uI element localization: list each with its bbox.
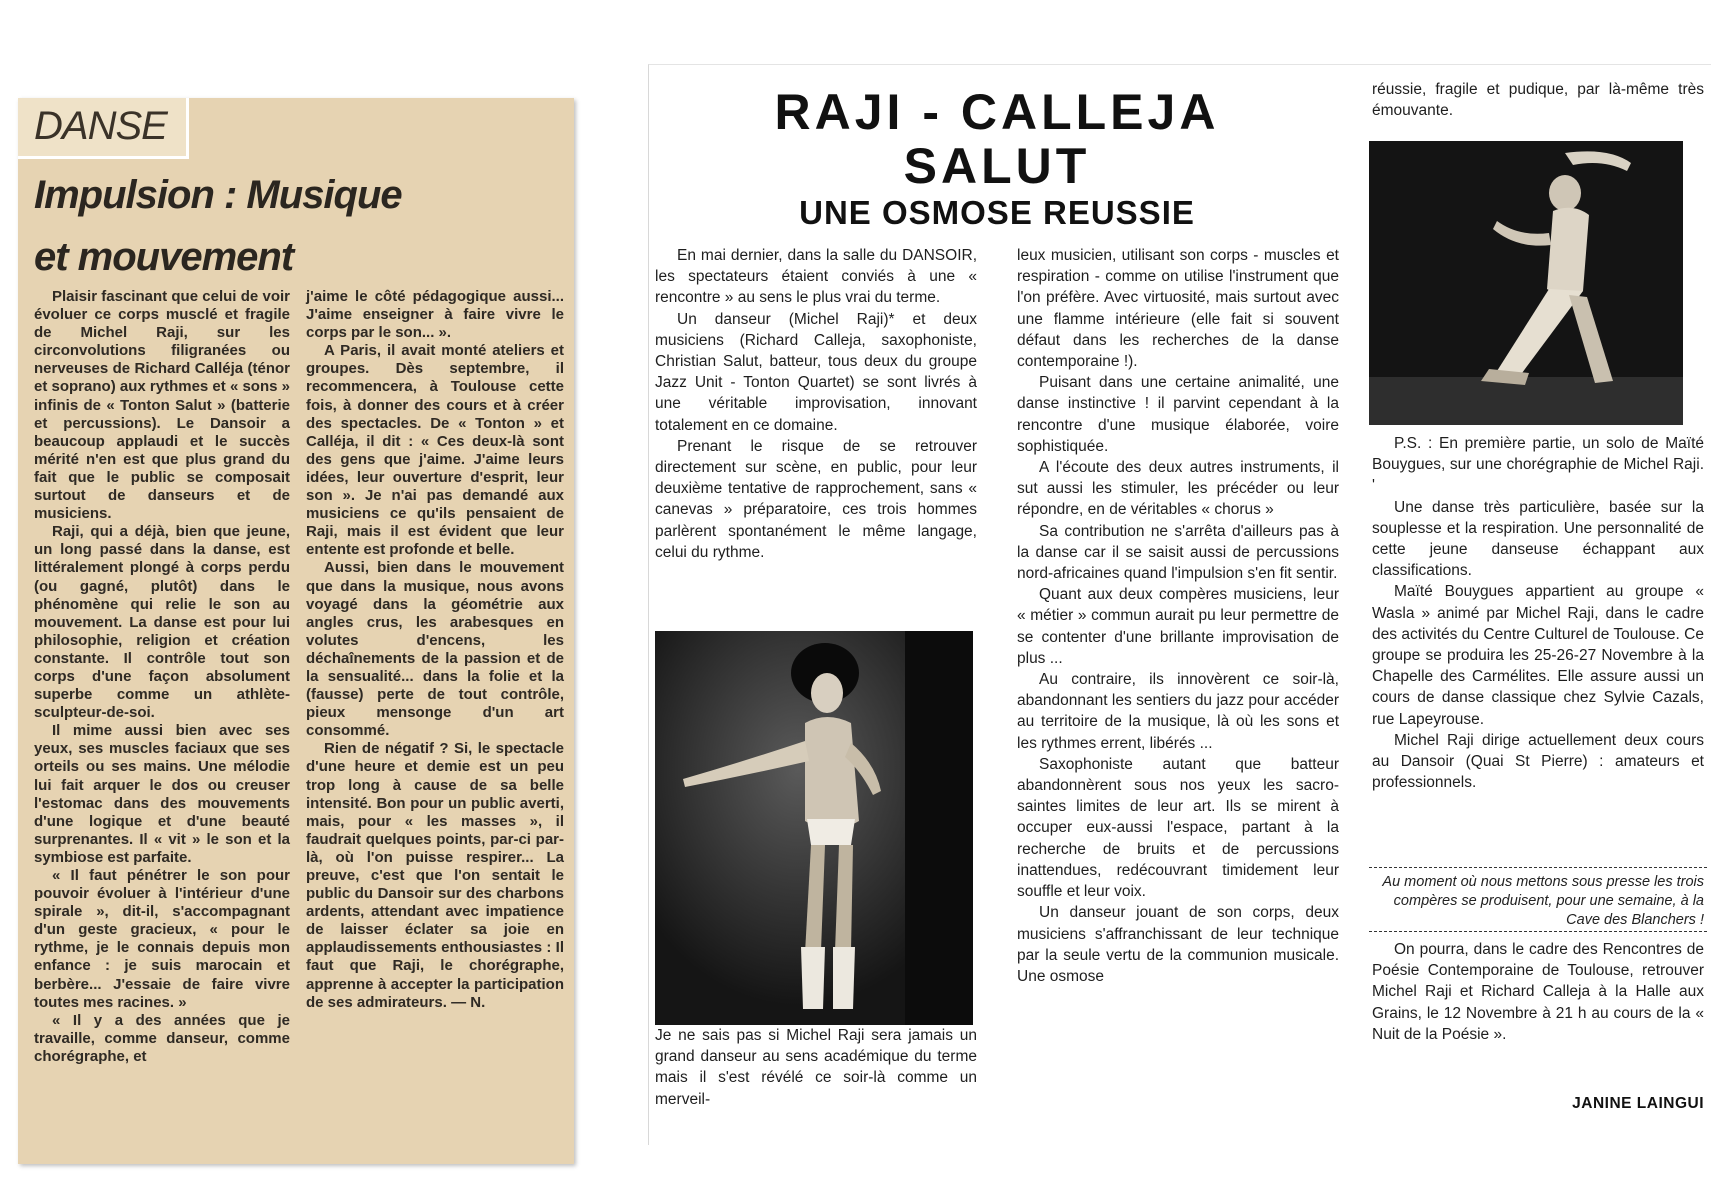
right-clipping [648, 64, 1711, 1145]
right-paragraph: Un danseur jouant de son corps, deux musiciens s'affranchissant de leur technique par la seule vertu de la communion musicale. Une osmose [1017, 904, 1339, 985]
right-paragraph: Saxophoniste autant que batteur abandonnèrent sous nos yeux les sacro-saintes limites de leur art. Ils se mirent à occuper eux-aussi l'espace, partant à la recherche de bruits et de percussions inattendues, redécouvrant timidement leur souffle et leur voix. [1017, 755, 1339, 901]
left-paragraph: Il mime aussi bien avec ses yeux, ses muscles faciaux que ses orteils ou ses mains. Une mélodie lui fait arquer le dos ou creuser l'estomac dans des mouvements d'une logique et d'une beauté surprenantes. Il « vit » le son et la symbiose est parfaite. [34, 722, 290, 866]
left-clipping [18, 98, 574, 1164]
right-paragraph: réussie, fragile et pudique, par là-même très émouvante. [1372, 81, 1704, 120]
dancer-silhouette [655, 631, 973, 1025]
rubric-label: DANSE [34, 104, 167, 148]
right-paragraph: En mai dernier, dans la salle du DANSOIR, les spectateurs étaient conviés à une « rencontre » au sens le plus vrai du terme. [655, 247, 977, 307]
right-paragraph: Puisant dans une certaine animalité, une danse instinctive ! il parvint cependant à la rencontre d'une musique élaborée, voire sophistiquée. [1017, 374, 1339, 455]
ps-block [1372, 433, 1704, 793]
right-paragraph: Prenant le risque de se retrouver directement sur scène, en public, pour leur deuxième tentative de rapprochement, sans « canevas » préparatoire, ces trois hommes parlèrent spontanément le même langage, celui du rythme. [655, 437, 977, 561]
ps-paragraph: Maïté Bouygues appartient au groupe « Wasla » animé par Michel Raji, dans le cadre des activités du Centre Culturel de Toulouse. Ce groupe se produira les 25-26-27 Novembre à la Chapelle des Carmélites. Elle assure aussi un cours de danse classique chez Sylvie Cazals, rue Lapeyrouse. [1372, 583, 1704, 728]
ps-note: P.S. : En première partie, un solo de Maïté Bouygues, sur une chorégraphie de Michel Raji. ' [1372, 435, 1704, 495]
left-paragraph: Raji, qui a déjà, bien que jeune, un long passé dans la danse, est littéralement plongé à corps perdu (ou gagné, plutôt) dans le phénomène qui relie le son au mouvement. La danse est pour lui philosophie, religion et création constante. Il contrôle tout son corps d'une façon absolument superbe comme un athlète-sculpteur-de-soi. [34, 523, 290, 722]
divider-rule [1369, 867, 1707, 868]
left-paragraph: A Paris, il avait monté ateliers et groupes. Dès septembre, il recommencera, à Toulouse cette fois, à donner des cours et à créer des spectacles. De « Tonton » et Calléja, il dit : « Ces deux-là sont des gens que j'aime. J'aime leurs idées, leur ouverture d'esprit, leur son ». Je n'ai pas demandé aux musiciens ce qu'ils pensaient de Raji, mais il est évident que leur entente est profonde et belle. [306, 342, 564, 559]
photo-caption: Je ne sais pas si Michel Raji sera jamais un grand danseur au sens académique du terme mais il s'est révélé ce soir-là comme un merveil- [655, 1027, 977, 1108]
right-paragraph: Au contraire, ils innovèrent ce soir-là, abandonnant les sentiers du jazz pour accéder au territoire de la musique, là où les sons et les rythmes errent, libérés ... [1017, 671, 1339, 752]
right-paragraph: Quant aux deux compères musiciens, leur « métier » commun aurait pu leur permettre de se contenter d'une brillante improvisation de plus ... [1017, 586, 1339, 667]
left-paragraph: Aussi, bien dans le mouvement que dans la musique, nous avons voyagé dans la géométrie aux angles crus, les arabesques en volutes d'encens, les déchaînements de la passion et de la sensualité... dans la folie et la (fausse) perte de tout contrôle, pieux mensonge d'un art consommé. [306, 559, 564, 740]
left-column-2 [306, 288, 564, 1012]
right-paragraph: leux musicien, utilisant son corps - muscles et respiration - comme on utilise l'instrument que l'on préfère. Avec virtuosité, mais surtout avec une flamme intérieure (elle fait si souvent défaut dans les recherches de la danse contemporaine !). [1017, 247, 1339, 371]
title-line-1: RAJI - CALLEJA [774, 84, 1220, 140]
left-paragraph: « Il y a des années que je travaille, comme danseur, comme chorégraphe, et [34, 1011, 290, 1065]
closing-text: On pourra, dans le cadre des Rencontres de Poésie Contemporaine de Toulouse, retrouver Michel Raji et Richard Calleja à la Halle aux Grains, le 12 Novembre à 21 h au cours de la « Nuit de la Poésie ». [1372, 941, 1704, 1043]
ps-paragraph: Michel Raji dirige actuellement deux cours au Dansoir (Quai St Pierre) : amateurs et professionnels. [1372, 731, 1704, 792]
left-column-1 [34, 288, 290, 1066]
dancer-photo-2 [1369, 141, 1683, 425]
closing-paragraph [1372, 939, 1704, 1045]
right-column-1 [655, 245, 977, 563]
subtitle: UNE OSMOSE REUSSIE [799, 194, 1195, 231]
byline: JANINE LAINGUI [1572, 1095, 1704, 1112]
dancer-photo [655, 631, 973, 1025]
left-paragraph: Rien de négatif ? Si, le spectacle d'une heure et demie est un peu trop long à cause de sa belle intensité. Bon pour un public averti, mais, pour « les masses », il faudrait quelques points, par-ci par-là, où l'on puisse respirer... La preuve, c'est que l'on sentait le public du Dansoir sur des charbons ardents, attendant avec impatience de laisser éclater sa joie en applaudissements enthousiastes : Il faut que Raji, le chorégraphe, apprenne à accepter la participation de ses admirateurs. — N. [306, 740, 564, 1011]
ps-paragraph: Une danse très particulière, basée sur la souplesse et la respiration. Une personnalité de cette jeune danseuse échappant aux classifications. [1372, 498, 1704, 580]
left-headline [34, 164, 564, 288]
left-paragraph: j'aime le côté pédagogique aussi... J'aime enseigner à faire vivre le corps par le son... ». [306, 288, 564, 342]
title-line-2: SALUT [903, 138, 1091, 194]
right-column-3-top [1372, 79, 1704, 121]
left-headline-line-1: Impulsion : Musique [34, 173, 402, 217]
divider-rule [1369, 931, 1707, 932]
left-paragraph: Plaisir fascinant que celui de voir évoluer ce corps musclé et fragile de Michel Raji, sur les circonvolutions filigranées ou nerveuses de Richard Calléja (ténor et soprano) aux rythmes et « sons » infinis de « Tonton Salut » (batterie et percussions). Le Dansoir a beaucoup applaudi et le succès mérité n'en est que plus grand du fait que le public se composait surtout de danseurs et de musiciens. [34, 288, 290, 523]
dancer-silhouette-2 [1369, 141, 1683, 425]
press-notice: Au moment où nous mettons sous presse les trois compères se produisent, pour une semaine, à la Cave des Blanchers ! [1382, 874, 1704, 928]
left-paragraph: « Il faut pénétrer le son pour pouvoir évoluer à l'intérieur d'une spirale », dit-il, s'accompagnant d'un geste gracieux, « pour le rythme, je le connais depuis mon enfance : je suis marocain et berbère... J'essaie de faire vivre toutes mes racines. » [34, 867, 290, 1011]
right-title-block [649, 85, 1345, 233]
left-headline-line-2: et mouvement [34, 235, 294, 279]
right-paragraph: Sa contribution ne s'arrêta d'ailleurs pas à la danse car il se saisit aussi de percussions nord-africaines quand l'impulsion s'en fit sentir. [1017, 522, 1339, 583]
right-column-2 [1017, 245, 1339, 987]
right-paragraph: Un danseur (Michel Raji)* et deux musiciens (Richard Calleja, saxophoniste, Christian Salut, batteur, tous deux du groupe Jazz Unit - Tonton Quartet) se sont livrés à une véritable improvisation, innovant totalement en ce domaine. [655, 310, 977, 434]
right-paragraph: A l'écoute des deux autres instruments, il sut aussi les stimuler, les précéder ou leur répondre, en de véritables « chorus » [1017, 459, 1339, 519]
